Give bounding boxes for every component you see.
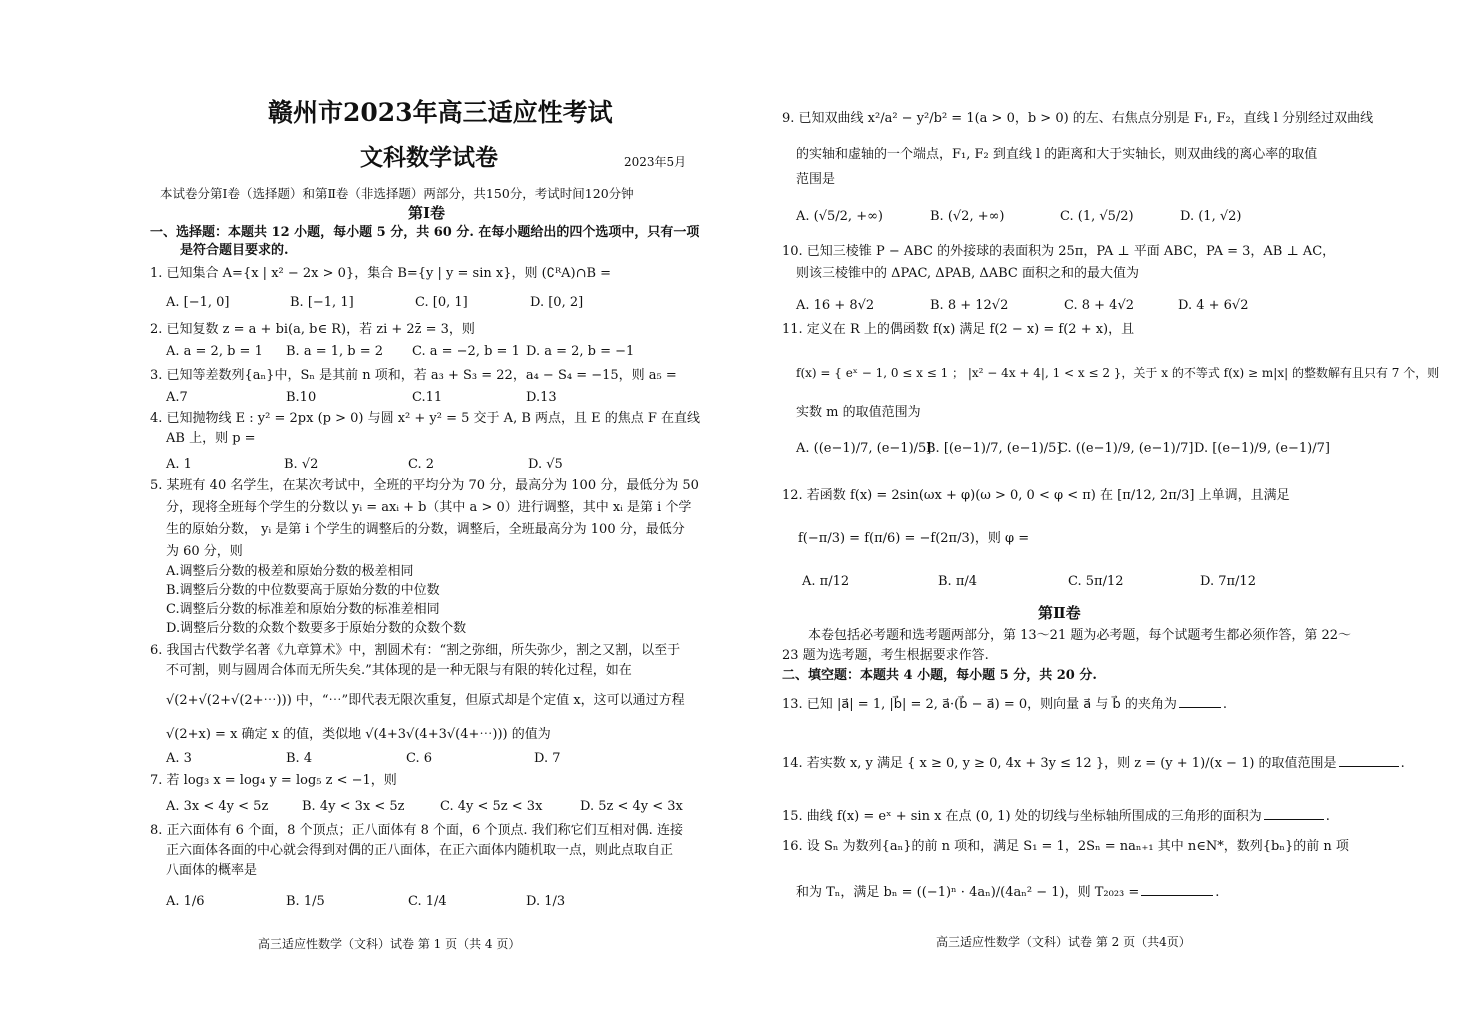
- section1-line2: 是符合题目要求的.: [180, 243, 289, 258]
- question-13-end: .: [1222, 697, 1227, 712]
- question-6-line1: 6. 我国古代数学名著《九章算术》中，割圆术有：“割之弥细，所失弥少，割之又割，以至于: [150, 643, 681, 658]
- question-8-line2: 正六面体各面的中心就会得到对偶的正八面体，在正六面体内随机取一点，则此点取自正: [166, 843, 674, 858]
- question-11-line2: f(x) = { eˣ − 1, 0 ≤ x ≤ 1 ； |x² − 4x + 4|, 1 < x ≤ 2 }，关于 x 的不等式 f(x) ≥ m|x| 的整数解有且只有 7 个，则: [796, 366, 1440, 380]
- q8-option-d: D. 1/3: [526, 894, 566, 909]
- q7-option-d: D. 5z < 4y < 3x: [580, 799, 683, 814]
- section2-heading: 二、填空题：本题共 4 小题，每小题 5 分，共 20 分.: [782, 668, 1097, 683]
- question-11-line3: 实数 m 的取值范围为: [796, 405, 921, 420]
- q5-option-c: C.调整后分数的标准差和原始分数的标准差相同: [166, 602, 440, 617]
- question-14: [782, 754, 1405, 773]
- question-15: [782, 807, 1330, 826]
- q4-option-b: B. √2: [284, 457, 319, 472]
- question-10-line1: 10. 已知三棱锥 P − ABC 的外接球的表面积为 25π，PA ⊥ 平面 ABC，PA = 3，AB ⊥ AC，: [782, 244, 1336, 259]
- question-9-line2: 的实轴和虚轴的一个端点，F₁, F₂ 到直线 l 的距离和大于实轴长，则双曲线的离心率的取值: [796, 147, 1318, 162]
- q9-option-d: D. (1, √2): [1180, 209, 1242, 224]
- page-title: 赣州市2023年高三适应性考试: [268, 98, 613, 127]
- q2-option-d: D. a = 2, b = −1: [526, 344, 635, 359]
- question-1: 1. 已知集合 A={x | x² − 2x > 0}，集合 B={y | y = sin x}，则 (∁ᴿA)∩B =: [150, 266, 612, 281]
- answer-blank-14[interactable]: [1339, 754, 1399, 767]
- q4-option-d: D. √5: [528, 457, 563, 472]
- question-9-line3: 范围是: [796, 172, 836, 187]
- q7-option-c: C. 4y < 5z < 3x: [440, 799, 543, 814]
- question-12-line1: 12. 若函数 f(x) = 2sin(ωx + φ)(ω > 0, 0 < φ < π) 在 [π/12, 2π/3] 上单调，且满足: [782, 488, 1290, 503]
- question-13-text: 13. 已知 |a⃗| = 1, |b⃗| = 2, a⃗·(b⃗ − a⃗) = 0，则向量 a⃗ 与 b⃗ 的夹角为: [782, 697, 1177, 712]
- q3-option-c: C.11: [412, 390, 443, 405]
- q5-option-b: B.调整后分数的中位数要高于原始分数的中位数: [166, 583, 440, 598]
- q6-option-c: C. 6: [406, 751, 433, 766]
- exam-intro: 本试卷分第Ⅰ卷（选择题）和第Ⅱ卷（非选择题）两部分，共150分，考试时间120分钟: [160, 186, 634, 201]
- q1-option-b: B. [−1, 1]: [290, 295, 354, 310]
- question-15-end: .: [1325, 809, 1330, 824]
- question-15-text: 15. 曲线 f(x) = eˣ + sin x 在点 (0, 1) 处的切线与坐标轴所围成的三角形的面积为: [782, 809, 1262, 824]
- q10-option-a: A. 16 + 8√2: [796, 298, 875, 313]
- q11-option-c: C. ((e−1)/9, (e−1)/7]: [1058, 441, 1194, 456]
- question-8-line1: 8. 正六面体有 6 个面，8 个顶点；正八面体有 8 个面，6 个顶点. 我们称它们互相对偶. 连接: [150, 823, 683, 838]
- q12-option-b: B. π/4: [938, 574, 978, 589]
- q5-option-a: A.调整后分数的极差和原始分数的极差相同: [166, 564, 414, 579]
- q1-option-c: C. [0, 1]: [415, 295, 468, 310]
- question-14-text: 14. 若实数 x, y 满足 { x ≥ 0, y ≥ 0, 4x + 3y ≤ 12 }，则 z = (y + 1)/(x − 1) 的取值范围是: [782, 756, 1337, 771]
- question-5-line1: 5. 某班有 40 名学生，在某次考试中，全班的平均分为 70 分，最高分为 100 分，最低分为 50: [150, 478, 699, 493]
- q2-option-a: A. a = 2, b = 1: [166, 344, 263, 359]
- question-6-line2: 不可割，则与圆周合体而无所失矣.”其体现的是一种无限与有限的转化过程，如在: [166, 663, 632, 678]
- q5-option-d: D.调整后分数的众数个数要多于原始分数的众数个数: [166, 621, 467, 636]
- q12-option-d: D. 7π/12: [1200, 574, 1256, 589]
- question-11-line1: 11. 定义在 R 上的偶函数 f(x) 满足 f(2 − x) = f(2 + x)，且: [782, 322, 1135, 337]
- question-8-line3: 八面体的概率是: [166, 863, 258, 878]
- question-3: 3. 已知等差数列{aₙ}中，Sₙ 是其前 n 项和，若 a₃ + S₃ = 22，a₄ − S₄ = −15，则 a₅ =: [150, 368, 677, 383]
- answer-blank-15[interactable]: [1264, 807, 1324, 820]
- q7-option-a: A. 3x < 4y < 5z: [166, 799, 269, 814]
- question-14-end: .: [1400, 756, 1405, 771]
- question-5-line3: 生的原始分数， yᵢ 是第 i 个学生的调整后的分数，调整后，全班最高分为 100 分，最低分: [166, 522, 685, 537]
- question-4-line1: 4. 已知抛物线 E : y² = 2px (p > 0) 与圆 x² + y² = 5 交于 A, B 两点，且 E 的焦点 F 在直线: [150, 411, 701, 426]
- q7-option-b: B. 4y < 3x < 5z: [302, 799, 405, 814]
- q11-option-d: D. [(e−1)/9, (e−1)/7]: [1194, 441, 1330, 456]
- question-7: 7. 若 log₃ x = log₄ y = log₅ z < −1，则: [150, 773, 397, 788]
- q11-option-a: A. ((e−1)/7, (e−1)/5]: [796, 441, 932, 456]
- q1-option-d: D. [0, 2]: [530, 295, 584, 310]
- question-5-line4: 为 60 分，则: [166, 544, 243, 559]
- q4-option-a: A. 1: [166, 457, 192, 472]
- question-16-text2: 和为 Tₙ，满足 bₙ = ((−1)ⁿ · 4aₙ)/(4aₙ² − 1)，则 T₂₀₂₃ =: [796, 885, 1140, 900]
- question-2: 2. 已知复数 z = a + bi(a, b∈ R)，若 zi + 2z̄ = 3，则: [150, 322, 475, 337]
- question-16-line1: 16. 设 Sₙ 为数列{aₙ}的前 n 项和，满足 S₁ = 1，2Sₙ = naₙ₊₁ 其中 n∈N*，数列{bₙ}的前 n 项: [782, 839, 1349, 854]
- question-6-line4: √(2+x) = x 确定 x 的值，类似地 √(4+3√(4+3√(4+⋯))) 的值为: [166, 727, 551, 742]
- part1-heading: 第Ⅰ卷: [408, 204, 446, 222]
- q3-option-d: D.13: [526, 390, 557, 405]
- q2-option-c: C. a = −2, b = 1: [412, 344, 520, 359]
- q9-option-a: A. (√5/2, +∞): [796, 209, 883, 224]
- q8-option-c: C. 1/4: [408, 894, 447, 909]
- question-5-line2: 分，现将全班每个学生的分数以 yᵢ = axᵢ + b（其中 a > 0）进行调整，其中 xᵢ 是第 i 个学: [166, 500, 692, 515]
- question-10-line2: 则该三棱锥中的 ΔPAC, ΔPAB, ΔABC 面积之和的最大值为: [796, 266, 1140, 281]
- question-6-line3: √(2+√(2+√(2+⋯))) 中，“⋯”即代表无限次重复，但原式却是个定值 x，这可以通过方程: [166, 693, 685, 708]
- q10-option-d: D. 4 + 6√2: [1178, 298, 1249, 313]
- q8-option-b: B. 1/5: [286, 894, 325, 909]
- q4-option-c: C. 2: [408, 457, 435, 472]
- page-footer-left: 高三适应性数学（文科）试卷 第 1 页（共 4 页）: [258, 937, 521, 951]
- q12-option-c: C. 5π/12: [1068, 574, 1124, 589]
- q6-option-b: B. 4: [286, 751, 313, 766]
- q10-option-b: B. 8 + 12√2: [930, 298, 1009, 313]
- question-12-line2: f(−π/3) = f(π/6) = −f(2π/3)，则 φ =: [798, 531, 1030, 546]
- q1-option-a: A. [−1, 0]: [166, 295, 230, 310]
- answer-blank-13[interactable]: [1179, 695, 1221, 708]
- answer-blank-16[interactable]: [1141, 883, 1213, 896]
- question-16-line2: [796, 883, 1219, 902]
- q3-option-b: B.10: [286, 390, 317, 405]
- page-footer-right: 高三适应性数学（文科）试卷 第 2 页（共4页）: [936, 935, 1191, 949]
- question-9-line1: 9. 已知双曲线 x²/a² − y²/b² = 1(a > 0，b > 0) 的左、右焦点分别是 F₁, F₂，直线 l 分别经过双曲线: [782, 111, 1374, 126]
- q11-option-b: B. [(e−1)/7, (e−1)/5]: [926, 441, 1062, 456]
- question-4-line2: AB 上，则 p =: [166, 431, 256, 446]
- q3-option-a: A.7: [166, 390, 188, 405]
- q9-option-c: C. (1, √5/2): [1060, 209, 1134, 224]
- section1-line1: 一、选择题：本题共 12 小题，每小题 5 分，共 60 分. 在每小题给出的四个选项中，只有一项: [150, 225, 700, 240]
- q6-option-a: A. 3: [166, 751, 192, 766]
- q6-option-d: D. 7: [534, 751, 561, 766]
- part2-heading: 第Ⅱ卷: [1038, 604, 1081, 622]
- question-16-end: .: [1215, 885, 1220, 900]
- q2-option-b: B. a = 1, b = 2: [286, 344, 384, 359]
- part2-intro-line1: 本卷包括必考题和选考题两部分，第 13～21 题为必考题，每个试题考生都必须作答，第 22～: [808, 628, 1352, 643]
- q12-option-a: A. π/12: [802, 574, 850, 589]
- q9-option-b: B. (√2, +∞): [930, 209, 1005, 224]
- q10-option-c: C. 8 + 4√2: [1064, 298, 1135, 313]
- page-subtitle: 文科数学试卷: [360, 144, 498, 171]
- exam-date: 2023年5月: [624, 155, 687, 169]
- part2-intro-line2: 23 题为选考题，考生根据要求作答.: [782, 648, 989, 663]
- q8-option-a: A. 1/6: [166, 894, 205, 909]
- question-13: [782, 695, 1227, 714]
